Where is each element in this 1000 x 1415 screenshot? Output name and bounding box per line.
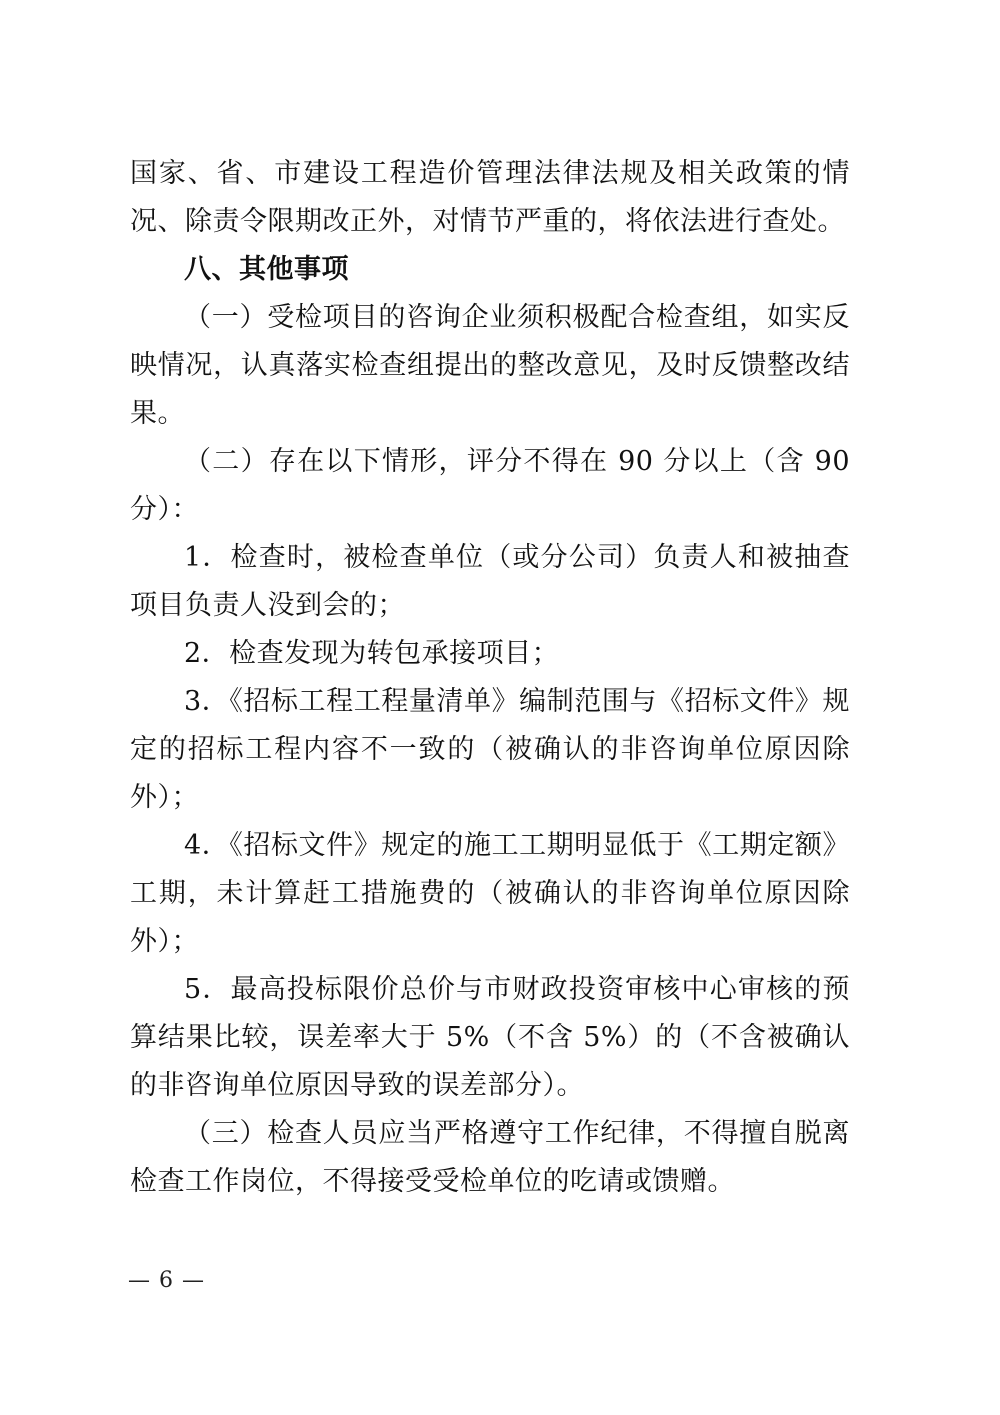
paragraph-item-4: 2．检查发现为转包承接项目；	[184, 638, 560, 669]
paragraph-intro: 国家、省、市建设工程造价管理法律法规及相关政策的情况、除责令限期改正外，对情节严重的，将依法进行查处。	[130, 158, 850, 237]
paragraph-item-6: 4．《招标文件》规定的施工工期明显低于《工期定额》工期，未计算赶工措施费的（被确认的非咨询单位原因除外）；	[130, 830, 850, 957]
paragraph-item-7: 5．最高投标限价总价与市财政投资审核中心审核的预算结果比较，误差率大于 5%（不含 5%）的（不含被确认的非咨询单位原因导致的误差部分）。	[130, 974, 850, 1101]
paragraph-item-5: 3．《招标工程工程量清单》编制范围与《招标文件》规定的招标工程内容不一致的（被确认的非咨询单位原因除外）；	[130, 686, 850, 813]
page-number: — 6 —	[128, 1268, 205, 1293]
paragraph-item-1: （一）受检项目的咨询企业须积极配合检查组，如实反映情况，认真落实检查组提出的整改意见，及时反馈整改结果。	[130, 302, 850, 429]
section-heading: 八、其他事项	[184, 254, 349, 285]
document-body	[130, 150, 850, 1206]
paragraph-item-2: （二）存在以下情形，评分不得在 90 分以上（含 90 分）：	[130, 446, 850, 525]
paragraph-item-8: （三）检查人员应当严格遵守工作纪律，不得擅自脱离检查工作岗位，不得接受受检单位的吃请或馈赠。	[130, 1118, 850, 1197]
paragraph-item-3: 1．检查时，被检查单位（或分公司）负责人和被抽查项目负责人没到会的；	[130, 542, 850, 621]
